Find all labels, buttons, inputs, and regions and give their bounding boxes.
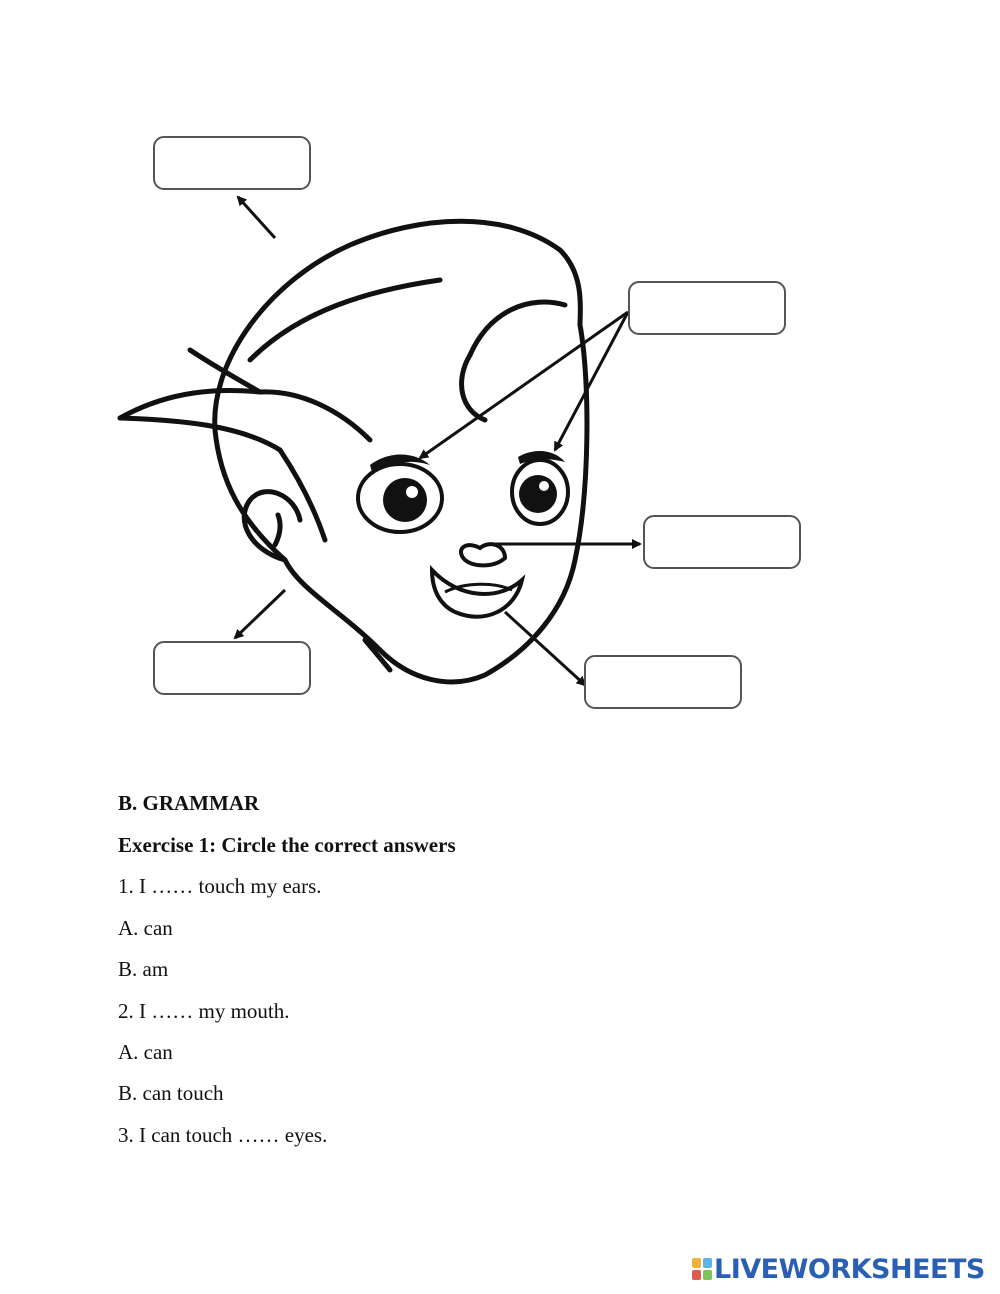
- option-1a[interactable]: A. can: [118, 916, 173, 940]
- eyes: [358, 460, 568, 532]
- logo-tiles-icon: [692, 1258, 712, 1280]
- liveworksheets-logo: [692, 1254, 985, 1284]
- question-2: 2. I …… my mouth.: [118, 999, 290, 1023]
- logo-text: LIVEWORKSHEETS: [714, 1253, 985, 1285]
- mouth-label-box[interactable]: [584, 655, 742, 709]
- eyes-label-box[interactable]: [628, 281, 786, 335]
- mouth: [432, 570, 522, 617]
- nose-label-box[interactable]: [643, 515, 801, 569]
- question-1: 1. I …… touch my ears.: [118, 874, 322, 898]
- option-2b[interactable]: B. can touch: [118, 1081, 224, 1105]
- hair-label-box[interactable]: [153, 136, 311, 190]
- question-3: 3. I can touch …… eyes.: [118, 1123, 328, 1147]
- option-1b[interactable]: B. am: [118, 957, 169, 981]
- ear-label-box[interactable]: [153, 641, 311, 695]
- face-diagram: [110, 120, 820, 740]
- section-title: B. GRAMMAR: [118, 791, 260, 815]
- exercise-title: Exercise 1: Circle the correct answers: [118, 833, 456, 857]
- option-2a[interactable]: A. can: [118, 1040, 173, 1064]
- nose: [461, 544, 505, 565]
